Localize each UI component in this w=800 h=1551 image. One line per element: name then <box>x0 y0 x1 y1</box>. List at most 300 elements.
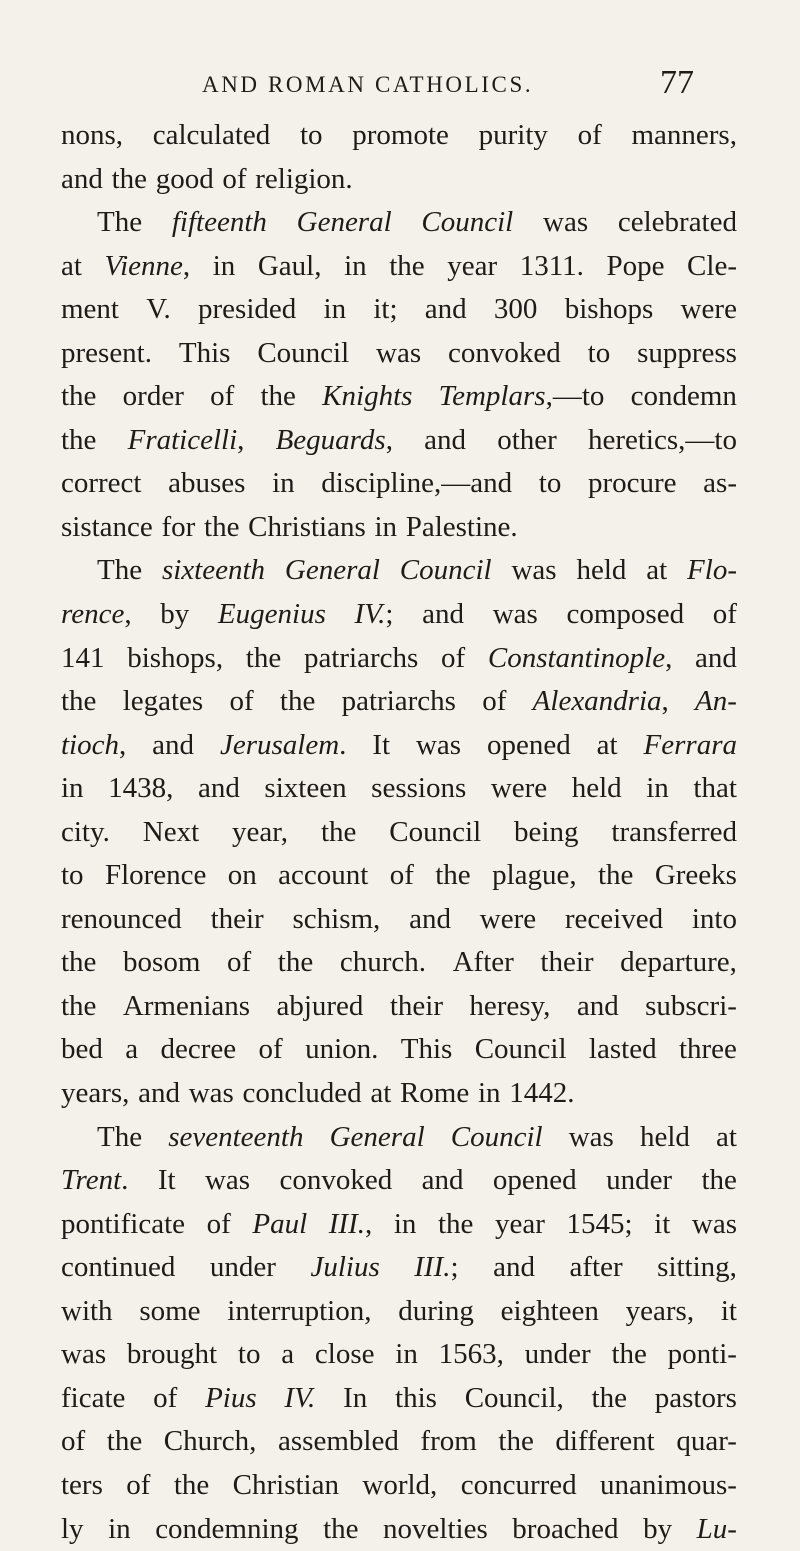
roman-text: ponti- <box>668 1338 737 1370</box>
roman-text: and <box>577 990 619 1022</box>
word <box>469 985 550 1029</box>
roman-text: from <box>420 1425 476 1457</box>
word <box>127 637 223 681</box>
word <box>259 1028 283 1072</box>
roman-text: and <box>493 1251 535 1283</box>
word <box>276 985 363 1029</box>
word <box>139 1290 200 1334</box>
word <box>61 506 153 550</box>
word <box>61 462 142 506</box>
word <box>61 811 110 855</box>
roman-text: schism, <box>293 903 381 935</box>
word <box>61 114 123 158</box>
italic-text: Trent <box>61 1164 121 1196</box>
word <box>570 1246 623 1290</box>
word <box>655 1377 737 1421</box>
roman-text: and <box>138 1077 180 1109</box>
italic-text: Flo- <box>687 554 737 586</box>
roman-text: the <box>435 859 470 891</box>
word <box>493 1246 535 1290</box>
text-line <box>61 985 737 1029</box>
word <box>61 332 152 376</box>
page-number: 77 <box>660 64 694 102</box>
text-line <box>61 1116 737 1160</box>
body-text <box>61 114 737 1551</box>
roman-text: brought <box>127 1338 217 1370</box>
roman-text: at <box>716 1121 737 1153</box>
roman-text: was <box>376 337 421 369</box>
word <box>248 506 366 550</box>
word <box>509 1072 574 1116</box>
roman-text: close <box>315 1338 375 1370</box>
word <box>152 724 194 768</box>
word <box>589 1028 657 1072</box>
roman-text: it <box>654 1208 670 1240</box>
word <box>97 201 142 245</box>
roman-text: present. <box>61 337 152 369</box>
roman-text: 1545; <box>567 1208 633 1240</box>
text-line <box>61 1159 737 1203</box>
roman-text: was <box>205 1164 250 1196</box>
roman-text: ters <box>61 1469 103 1501</box>
roman-text: , <box>119 729 126 761</box>
roman-text: composed <box>566 598 684 630</box>
word <box>280 680 315 724</box>
roman-text: sistance <box>61 511 153 543</box>
roman-text: in <box>61 772 84 804</box>
word <box>578 114 602 158</box>
running-head: AND ROMAN CATHOLICS. <box>202 72 533 98</box>
word <box>676 1420 737 1464</box>
word <box>105 245 191 289</box>
roman-text: 300 <box>494 293 538 325</box>
word <box>210 1246 276 1290</box>
word <box>646 767 669 811</box>
word <box>342 680 456 724</box>
roman-text: bishops, <box>127 642 223 674</box>
word <box>631 375 737 419</box>
roman-text: concluded <box>242 1077 361 1109</box>
word <box>695 680 737 724</box>
roman-text: was <box>493 598 538 630</box>
italic-text: Fraticelli <box>128 424 238 456</box>
roman-text: This <box>179 337 231 369</box>
roman-text: of <box>207 1208 231 1240</box>
roman-text: , <box>662 685 669 717</box>
roman-text: departure, <box>620 946 737 978</box>
word <box>128 419 245 463</box>
word <box>329 1203 372 1247</box>
word <box>162 506 196 550</box>
word <box>264 767 346 811</box>
word <box>143 811 199 855</box>
text-line <box>61 1464 737 1508</box>
word <box>220 724 346 768</box>
roman-text: during <box>398 1295 474 1327</box>
roman-text: in <box>478 1077 501 1109</box>
roman-text: heresy, <box>469 990 550 1022</box>
roman-text: was <box>543 206 588 238</box>
word <box>395 1333 418 1377</box>
roman-text: the <box>280 685 315 717</box>
word <box>61 898 182 942</box>
word <box>61 1159 128 1203</box>
roman-text: , <box>386 424 393 456</box>
text-line <box>61 854 737 898</box>
word <box>242 1072 361 1116</box>
word <box>61 1246 175 1290</box>
word <box>646 549 667 593</box>
roman-text: was <box>511 554 556 586</box>
roman-text: condemning <box>155 1513 298 1545</box>
word <box>61 593 132 637</box>
roman-text: patriarchs <box>304 642 418 674</box>
roman-text: Council <box>389 816 481 848</box>
italic-text: Knights <box>322 380 412 412</box>
text-line <box>61 1377 737 1421</box>
roman-text: the <box>323 1513 358 1545</box>
roman-text: and <box>424 424 466 456</box>
word <box>61 1420 85 1464</box>
roman-text: transferred <box>611 816 737 848</box>
roman-text: Church, <box>164 1425 257 1457</box>
word <box>321 462 512 506</box>
roman-text: in <box>213 250 236 282</box>
roman-text: the <box>438 1208 473 1240</box>
roman-text: This <box>401 1033 453 1065</box>
word <box>261 375 296 419</box>
roman-text: of <box>126 1469 150 1501</box>
roman-text: . <box>121 1164 128 1196</box>
roman-text: of <box>578 119 602 151</box>
roman-text: to <box>588 337 611 369</box>
roman-text: different <box>555 1425 654 1457</box>
text-line <box>61 245 737 289</box>
word <box>107 1420 142 1464</box>
word <box>520 245 584 289</box>
word <box>61 1072 129 1116</box>
roman-text: , <box>183 250 190 282</box>
roman-text: held <box>576 554 626 586</box>
roman-text: at <box>61 250 82 282</box>
word <box>160 593 189 637</box>
word <box>61 1377 125 1421</box>
word <box>123 985 250 1029</box>
roman-text: ,—to <box>546 380 605 412</box>
word <box>398 1290 474 1334</box>
word <box>343 1377 367 1421</box>
word <box>162 549 265 593</box>
text-line <box>61 1246 737 1290</box>
roman-text: of <box>390 859 414 891</box>
word <box>565 288 654 332</box>
roman-text: their <box>211 903 264 935</box>
roman-text: after <box>570 1251 623 1283</box>
roman-text: suppress <box>637 337 737 369</box>
word <box>340 941 426 985</box>
text-line <box>61 1028 737 1072</box>
word <box>233 1464 339 1508</box>
roman-text: and <box>61 163 103 195</box>
roman-text: religion. <box>255 163 352 195</box>
roman-text: in <box>344 250 367 282</box>
word <box>494 288 538 332</box>
roman-text: for <box>162 511 196 543</box>
word <box>304 637 418 681</box>
roman-text: to <box>61 859 84 891</box>
italic-text: sixteenth <box>162 554 265 586</box>
word <box>97 549 142 593</box>
word <box>567 1203 633 1247</box>
roman-text: was <box>692 1208 737 1240</box>
roman-text: to <box>539 467 562 499</box>
word <box>424 419 466 463</box>
roman-text: in <box>394 1208 417 1240</box>
roman-text: Council <box>257 337 349 369</box>
roman-text: was <box>416 729 461 761</box>
word <box>695 637 737 681</box>
italic-text: Council <box>421 206 513 238</box>
roman-text: years, <box>61 1077 129 1109</box>
roman-text: plague, <box>492 859 577 891</box>
word <box>655 854 737 898</box>
roman-text: union. <box>305 1033 378 1065</box>
roman-text: Palestine. <box>406 511 518 543</box>
word <box>539 462 562 506</box>
italic-text: Beguards <box>276 424 386 456</box>
word <box>439 375 605 419</box>
italic-text: Constantinople <box>488 642 665 674</box>
roman-text: the <box>112 163 147 195</box>
word <box>123 680 204 724</box>
word <box>232 811 288 855</box>
word <box>406 506 518 550</box>
word <box>687 245 737 289</box>
text-line <box>61 201 737 245</box>
word <box>448 332 561 376</box>
roman-text: the <box>592 1382 627 1414</box>
word <box>491 767 547 811</box>
roman-text: the <box>107 1425 142 1457</box>
word <box>478 1072 501 1116</box>
word <box>108 1508 131 1551</box>
word <box>61 1464 103 1508</box>
word <box>252 1203 307 1247</box>
roman-text: correct <box>61 467 142 499</box>
word <box>611 811 737 855</box>
italic-text: III. <box>329 1208 365 1240</box>
word <box>495 1203 545 1247</box>
roman-text: their <box>540 946 593 978</box>
word <box>389 811 481 855</box>
word <box>643 1508 672 1551</box>
word <box>227 1290 371 1334</box>
roman-text: this <box>395 1382 437 1414</box>
word <box>373 288 397 332</box>
roman-text: ficate <box>61 1382 125 1414</box>
word <box>493 1159 577 1203</box>
word <box>61 637 105 681</box>
word <box>161 1028 237 1072</box>
roman-text: subscri- <box>645 990 737 1022</box>
word <box>631 114 737 158</box>
word <box>112 158 147 202</box>
roman-text: good <box>156 163 214 195</box>
roman-text: at <box>646 554 667 586</box>
roman-text: year, <box>232 816 288 848</box>
word <box>435 854 470 898</box>
text-line <box>61 941 737 985</box>
word <box>168 462 245 506</box>
word <box>703 462 737 506</box>
word <box>533 680 669 724</box>
word <box>105 854 206 898</box>
word <box>61 1290 113 1334</box>
word <box>606 1159 672 1203</box>
word <box>158 1159 176 1203</box>
roman-text: and <box>198 772 240 804</box>
text-line <box>61 288 737 332</box>
word <box>588 419 737 463</box>
roman-text: assembled <box>278 1425 399 1457</box>
roman-text: years, <box>626 1295 694 1327</box>
text-line <box>61 1508 737 1551</box>
word <box>276 419 393 463</box>
roman-text: sessions <box>371 772 466 804</box>
word <box>324 288 347 332</box>
word <box>168 1116 303 1160</box>
word <box>606 245 664 289</box>
word <box>640 1116 690 1160</box>
word <box>61 941 96 985</box>
word <box>61 1203 185 1247</box>
roman-text: was <box>61 1338 106 1370</box>
word <box>371 767 466 811</box>
roman-text: of <box>713 598 737 630</box>
word <box>453 941 514 985</box>
roman-text: broached <box>512 1513 618 1545</box>
roman-text: in <box>646 772 669 804</box>
word <box>588 462 677 506</box>
roman-text: bed <box>61 1033 103 1065</box>
word <box>644 724 737 768</box>
roman-text: Gaul, <box>258 250 322 282</box>
roman-text: patriarchs <box>342 685 456 717</box>
word <box>61 985 96 1029</box>
roman-text: of <box>210 380 234 412</box>
word <box>293 898 381 942</box>
roman-text: procure <box>588 467 677 499</box>
roman-text: celebrated <box>618 206 737 238</box>
roman-text: to <box>300 119 323 151</box>
word <box>692 1203 737 1247</box>
word <box>420 1420 476 1464</box>
word <box>362 1464 437 1508</box>
italic-text: General <box>297 206 392 238</box>
italic-text: An- <box>695 685 737 717</box>
word <box>540 941 593 985</box>
text-line <box>61 593 737 637</box>
word <box>422 593 464 637</box>
word <box>172 201 267 245</box>
roman-text: was <box>569 1121 614 1153</box>
roman-text: novelties <box>383 1513 488 1545</box>
roman-text: received <box>565 903 663 935</box>
roman-text: the <box>61 990 96 1022</box>
italic-text: General <box>285 554 380 586</box>
roman-text: manners, <box>631 119 737 151</box>
roman-text: pastors <box>655 1382 737 1414</box>
roman-text: abjured <box>276 990 363 1022</box>
roman-text: at <box>597 729 618 761</box>
word <box>461 1464 577 1508</box>
roman-text: the <box>389 250 424 282</box>
word <box>108 767 173 811</box>
word <box>416 724 461 768</box>
word <box>447 245 497 289</box>
roman-text: eighteen <box>501 1295 599 1327</box>
word <box>213 245 236 289</box>
word <box>174 1464 209 1508</box>
word <box>210 375 234 419</box>
word <box>414 1246 458 1290</box>
word <box>227 941 251 985</box>
word <box>592 1377 627 1421</box>
roman-text: presided <box>198 293 296 325</box>
roman-text: was <box>189 1077 234 1109</box>
word <box>598 854 633 898</box>
word <box>228 854 257 898</box>
word <box>679 1028 737 1072</box>
roman-text: the <box>611 1338 646 1370</box>
word <box>514 811 578 855</box>
roman-text: convoked <box>448 337 561 369</box>
word <box>278 854 368 898</box>
text-line <box>61 419 737 463</box>
roman-text: in <box>395 1338 418 1370</box>
word <box>716 1116 737 1160</box>
word <box>146 288 170 332</box>
roman-text: nons, <box>61 119 123 151</box>
roman-text: the <box>498 1425 533 1457</box>
text-line <box>61 1333 737 1377</box>
roman-text: It <box>158 1164 176 1196</box>
roman-text: into <box>692 903 737 935</box>
italic-text: III. <box>414 1251 450 1283</box>
roman-text: three <box>679 1033 737 1065</box>
word <box>179 332 231 376</box>
word <box>315 1333 375 1377</box>
word <box>681 288 737 332</box>
roman-text: Armenians <box>123 990 250 1022</box>
word <box>61 1028 103 1072</box>
word <box>153 1377 177 1421</box>
word <box>255 158 352 202</box>
word <box>138 1072 180 1116</box>
word <box>321 811 356 855</box>
italic-text: fifteenth <box>172 206 267 238</box>
word <box>189 1072 234 1116</box>
roman-text: The <box>97 554 142 586</box>
word <box>576 549 626 593</box>
roman-text: abuses <box>168 467 245 499</box>
roman-text: of <box>229 685 253 717</box>
text-line <box>61 1420 737 1464</box>
italic-text: Jerusalem <box>220 729 339 761</box>
roman-text: in <box>272 467 295 499</box>
italic-text: IV. <box>355 598 386 630</box>
roman-text: The <box>97 1121 142 1153</box>
